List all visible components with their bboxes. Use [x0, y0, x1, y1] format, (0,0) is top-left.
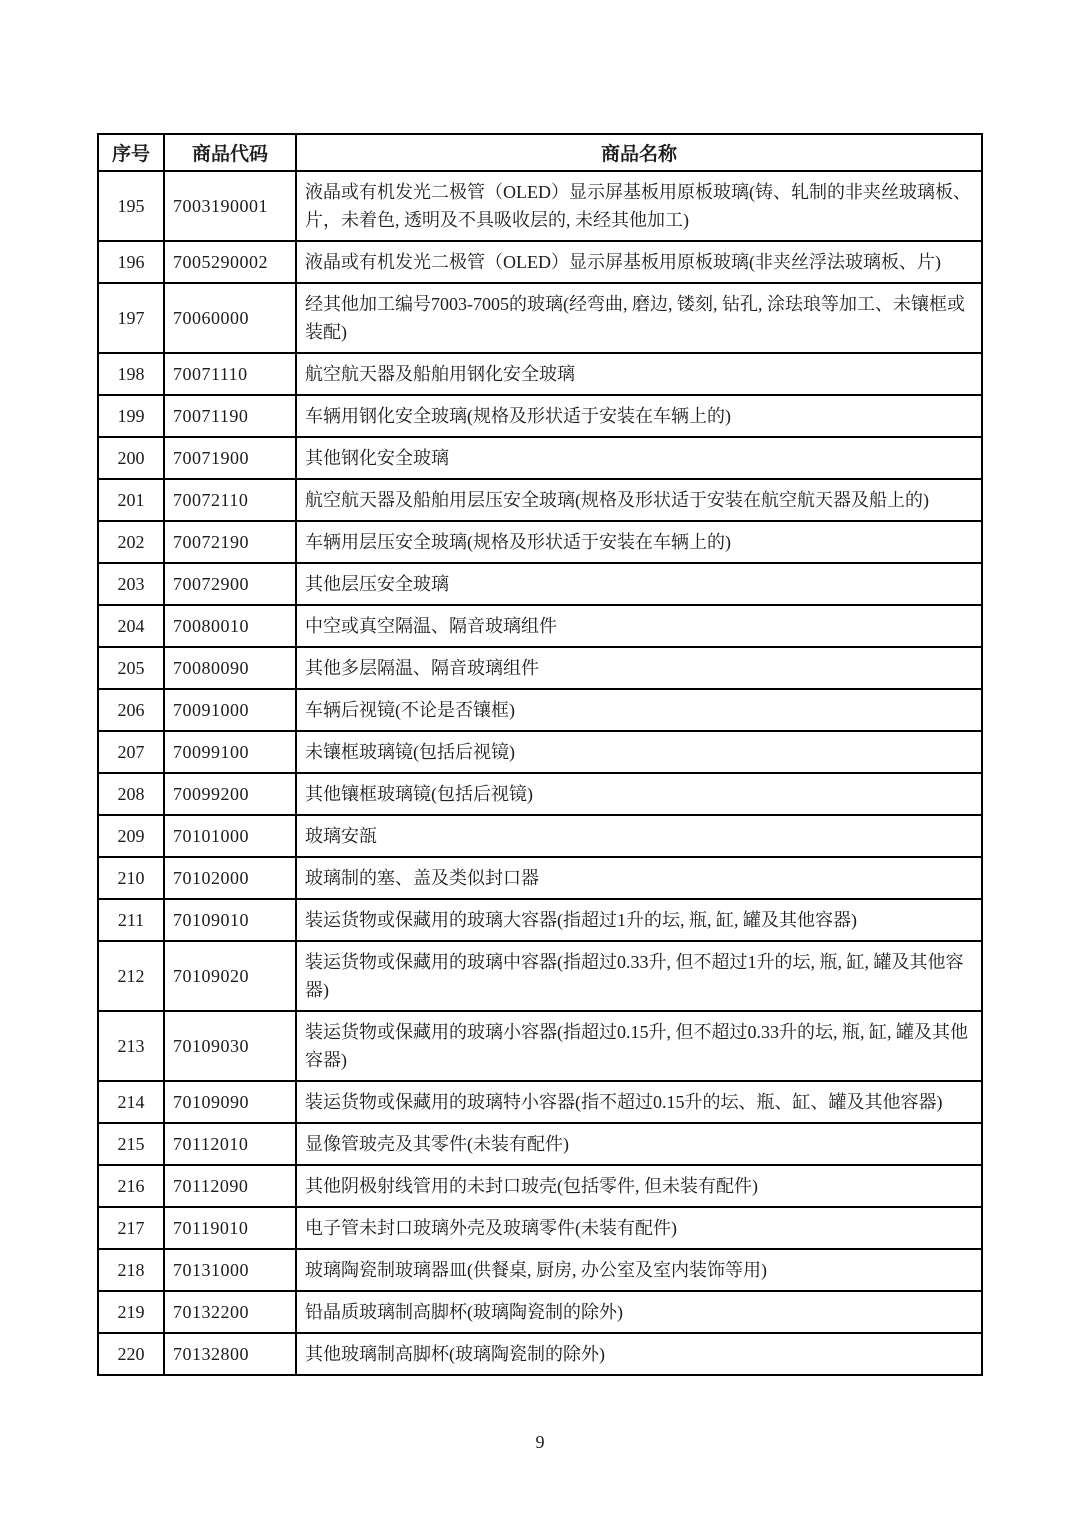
row-commodity-code: 70112090: [164, 1165, 296, 1207]
row-commodity-code: 70099200: [164, 773, 296, 815]
row-commodity-code: 70072190: [164, 521, 296, 563]
row-serial-number: 195: [98, 171, 164, 241]
table-row: [98, 815, 982, 857]
header-commodity-code: 商品代码: [164, 134, 296, 171]
row-commodity-code: 70071900: [164, 437, 296, 479]
row-commodity-name: 中空或真空隔温、隔音玻璃组件: [296, 605, 982, 647]
table-row: [98, 899, 982, 941]
table-row: [98, 283, 982, 353]
table-row: [98, 773, 982, 815]
row-commodity-name: 玻璃安瓿: [296, 815, 982, 857]
table-row: [98, 1081, 982, 1123]
row-commodity-code: 70132800: [164, 1333, 296, 1375]
row-commodity-code: 70102000: [164, 857, 296, 899]
row-commodity-name: 玻璃陶瓷制玻璃器皿(供餐桌, 厨房, 办公室及室内装饰等用): [296, 1249, 982, 1291]
row-commodity-name: 其他玻璃制高脚杯(玻璃陶瓷制的除外): [296, 1333, 982, 1375]
table-body: [98, 171, 982, 1375]
row-commodity-code: 70109030: [164, 1011, 296, 1081]
table-row: [98, 171, 982, 241]
row-serial-number: 212: [98, 941, 164, 1011]
row-commodity-code: 70071190: [164, 395, 296, 437]
row-commodity-name: 其他阴极射线管用的未封口玻壳(包括零件, 但未装有配件): [296, 1165, 982, 1207]
row-serial-number: 205: [98, 647, 164, 689]
row-commodity-code: 70080010: [164, 605, 296, 647]
row-commodity-code: 70109010: [164, 899, 296, 941]
row-commodity-name: 其他镶框玻璃镜(包括后视镜): [296, 773, 982, 815]
table-row: [98, 605, 982, 647]
table-header-row: [98, 134, 982, 171]
row-serial-number: 211: [98, 899, 164, 941]
table-row: [98, 1249, 982, 1291]
row-serial-number: 207: [98, 731, 164, 773]
row-commodity-name: 车辆用层压安全玻璃(规格及形状适于安装在车辆上的): [296, 521, 982, 563]
table-row: [98, 941, 982, 1011]
row-commodity-name: 航空航天器及船舶用层压安全玻璃(规格及形状适于安装在航空航天器及船上的): [296, 479, 982, 521]
table-row: [98, 437, 982, 479]
row-serial-number: 219: [98, 1291, 164, 1333]
table-row: [98, 353, 982, 395]
row-commodity-code: 7005290002: [164, 241, 296, 283]
table-row: [98, 689, 982, 731]
table-row: [98, 241, 982, 283]
row-serial-number: 214: [98, 1081, 164, 1123]
row-commodity-code: 70091000: [164, 689, 296, 731]
row-commodity-name: 液晶或有机发光二极管（OLED）显示屏基板用原板玻璃(非夹丝浮法玻璃板、片): [296, 241, 982, 283]
row-serial-number: 203: [98, 563, 164, 605]
row-commodity-name: 装运货物或保藏用的玻璃小容器(指超过0.15升, 但不超过0.33升的坛, 瓶, 缸, 罐及其他容器): [296, 1011, 982, 1081]
row-commodity-name: 车辆用钢化安全玻璃(规格及形状适于安装在车辆上的): [296, 395, 982, 437]
page-number: 9: [535, 1432, 545, 1452]
table-row: [98, 1123, 982, 1165]
table-row: [98, 731, 982, 773]
row-commodity-name: 装运货物或保藏用的玻璃特小容器(指不超过0.15升的坛、瓶、缸、罐及其他容器): [296, 1081, 982, 1123]
row-commodity-code: 70072900: [164, 563, 296, 605]
row-commodity-code: 70119010: [164, 1207, 296, 1249]
table-row: [98, 521, 982, 563]
row-commodity-code: 70060000: [164, 283, 296, 353]
row-serial-number: 196: [98, 241, 164, 283]
row-commodity-name: 经其他加工编号7003-7005的玻璃(经弯曲, 磨边, 镂刻, 钻孔, 涂珐琅等加工、未镶框或装配): [296, 283, 982, 353]
row-serial-number: 220: [98, 1333, 164, 1375]
commodity-table: [97, 133, 983, 1376]
row-serial-number: 216: [98, 1165, 164, 1207]
row-commodity-name: 车辆后视镜(不论是否镶框): [296, 689, 982, 731]
row-commodity-name: 其他钢化安全玻璃: [296, 437, 982, 479]
row-commodity-code: 70080090: [164, 647, 296, 689]
table-row: [98, 647, 982, 689]
row-serial-number: 202: [98, 521, 164, 563]
table-row: [98, 1207, 982, 1249]
row-serial-number: 197: [98, 283, 164, 353]
row-commodity-name: 显像管玻壳及其零件(未装有配件): [296, 1123, 982, 1165]
row-serial-number: 206: [98, 689, 164, 731]
row-commodity-code: 70071110: [164, 353, 296, 395]
row-commodity-name: 其他层压安全玻璃: [296, 563, 982, 605]
table-row: [98, 1291, 982, 1333]
row-commodity-code: 70099100: [164, 731, 296, 773]
row-commodity-code: 70072110: [164, 479, 296, 521]
row-serial-number: 213: [98, 1011, 164, 1081]
row-serial-number: 200: [98, 437, 164, 479]
table-row: [98, 479, 982, 521]
row-commodity-code: 7003190001: [164, 171, 296, 241]
row-serial-number: 215: [98, 1123, 164, 1165]
row-serial-number: 217: [98, 1207, 164, 1249]
row-commodity-name: 未镶框玻璃镜(包括后视镜): [296, 731, 982, 773]
row-commodity-name: 液晶或有机发光二极管（OLED）显示屏基板用原板玻璃(铸、轧制的非夹丝玻璃板、片，未着色, 透明及不具吸收层的, 未经其他加工): [296, 171, 982, 241]
row-serial-number: 199: [98, 395, 164, 437]
table-row: [98, 1011, 982, 1081]
row-commodity-code: 70132200: [164, 1291, 296, 1333]
row-commodity-code: 70112010: [164, 1123, 296, 1165]
row-commodity-code: 70101000: [164, 815, 296, 857]
row-serial-number: 198: [98, 353, 164, 395]
header-serial-number: 序号: [98, 134, 164, 171]
row-commodity-code: 70131000: [164, 1249, 296, 1291]
row-commodity-name: 铅晶质玻璃制高脚杯(玻璃陶瓷制的除外): [296, 1291, 982, 1333]
row-commodity-name: 装运货物或保藏用的玻璃中容器(指超过0.33升, 但不超过1升的坛, 瓶, 缸, 罐及其他容器): [296, 941, 982, 1011]
row-serial-number: 201: [98, 479, 164, 521]
row-serial-number: 218: [98, 1249, 164, 1291]
row-serial-number: 210: [98, 857, 164, 899]
row-serial-number: 208: [98, 773, 164, 815]
row-commodity-name: 航空航天器及船舶用钢化安全玻璃: [296, 353, 982, 395]
row-serial-number: 209: [98, 815, 164, 857]
row-commodity-code: 70109020: [164, 941, 296, 1011]
row-commodity-code: 70109090: [164, 1081, 296, 1123]
row-commodity-name: 其他多层隔温、隔音玻璃组件: [296, 647, 982, 689]
table-row: [98, 1333, 982, 1375]
header-commodity-name: 商品名称: [296, 134, 982, 171]
table-row: [98, 1165, 982, 1207]
table-row: [98, 563, 982, 605]
row-commodity-name: 装运货物或保藏用的玻璃大容器(指超过1升的坛, 瓶, 缸, 罐及其他容器): [296, 899, 982, 941]
row-commodity-name: 玻璃制的塞、盖及类似封口器: [296, 857, 982, 899]
row-serial-number: 204: [98, 605, 164, 647]
table-header: [98, 134, 982, 171]
table-row: [98, 857, 982, 899]
row-commodity-name: 电子管未封口玻璃外壳及玻璃零件(未装有配件): [296, 1207, 982, 1249]
table-row: [98, 395, 982, 437]
